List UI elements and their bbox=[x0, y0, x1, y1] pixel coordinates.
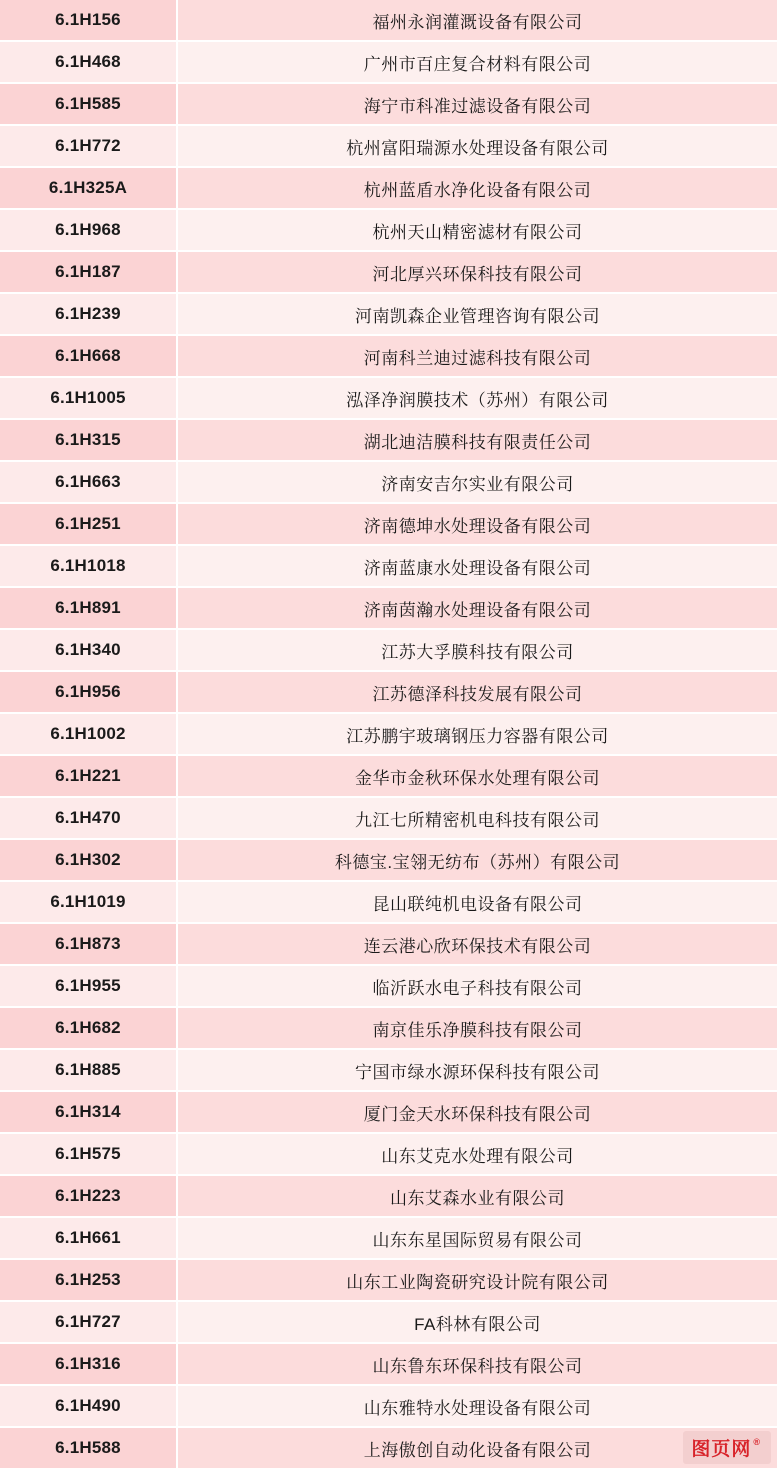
booth-number-cell: 6.1H1019 bbox=[0, 881, 177, 923]
company-name-cell: FA科林有限公司 bbox=[177, 1301, 777, 1343]
table-row bbox=[0, 839, 777, 881]
table-row bbox=[0, 1301, 777, 1343]
company-name-cell: 海宁市科准过滤设备有限公司 bbox=[177, 83, 777, 125]
table-row bbox=[0, 713, 777, 755]
booth-number-cell: 6.1H315 bbox=[0, 419, 177, 461]
table-row bbox=[0, 923, 777, 965]
watermark-text: 图页网 bbox=[691, 1439, 752, 1460]
company-name-cell: 湖北迪洁膜科技有限责任公司 bbox=[177, 419, 777, 461]
company-name-cell: 济南茵瀚水处理设备有限公司 bbox=[177, 587, 777, 629]
table-row bbox=[0, 755, 777, 797]
booth-number-cell: 6.1H663 bbox=[0, 461, 177, 503]
company-name-cell: 济南蓝康水处理设备有限公司 bbox=[177, 545, 777, 587]
company-name-cell: 临沂跃水电子科技有限公司 bbox=[177, 965, 777, 1007]
booth-number-cell: 6.1H682 bbox=[0, 1007, 177, 1049]
company-name-cell: 山东工业陶瓷研究设计院有限公司 bbox=[177, 1259, 777, 1301]
table-row bbox=[0, 41, 777, 83]
company-name-cell: 厦门金天水环保科技有限公司 bbox=[177, 1091, 777, 1133]
booth-number-cell: 6.1H956 bbox=[0, 671, 177, 713]
table-row bbox=[0, 1217, 777, 1259]
table-row bbox=[0, 209, 777, 251]
company-name-cell: 福州永润灌溉设备有限公司 bbox=[177, 0, 777, 41]
table-row bbox=[0, 965, 777, 1007]
company-name-cell: 九江七所精密机电科技有限公司 bbox=[177, 797, 777, 839]
booth-number-cell: 6.1H727 bbox=[0, 1301, 177, 1343]
table-row bbox=[0, 1091, 777, 1133]
company-name-cell: 上海傲创自动化设备有限公司 bbox=[177, 1427, 777, 1469]
booth-number-cell: 6.1H1018 bbox=[0, 545, 177, 587]
table-row bbox=[0, 83, 777, 125]
booth-number-cell: 6.1H251 bbox=[0, 503, 177, 545]
company-name-cell: 金华市金秋环保水处理有限公司 bbox=[177, 755, 777, 797]
table-row bbox=[0, 587, 777, 629]
booth-number-cell: 6.1H314 bbox=[0, 1091, 177, 1133]
company-name-cell: 科德宝.宝翎无纺布（苏州）有限公司 bbox=[177, 839, 777, 881]
booth-number-cell: 6.1H955 bbox=[0, 965, 177, 1007]
table-row bbox=[0, 1259, 777, 1301]
table-row bbox=[0, 125, 777, 167]
company-name-cell: 河南凯森企业管理咨询有限公司 bbox=[177, 293, 777, 335]
booth-number-cell: 6.1H490 bbox=[0, 1385, 177, 1427]
booth-number-cell: 6.1H1005 bbox=[0, 377, 177, 419]
booth-number-cell: 6.1H253 bbox=[0, 1259, 177, 1301]
company-name-cell: 河南科兰迪过滤科技有限公司 bbox=[177, 335, 777, 377]
booth-number-cell: 6.1H585 bbox=[0, 83, 177, 125]
booth-number-cell: 6.1H239 bbox=[0, 293, 177, 335]
watermark-registered-icon: ® bbox=[753, 1436, 761, 1447]
company-name-cell: 济南德坤水处理设备有限公司 bbox=[177, 503, 777, 545]
booth-number-cell: 6.1H340 bbox=[0, 629, 177, 671]
booth-number-cell: 6.1H575 bbox=[0, 1133, 177, 1175]
company-name-cell: 山东艾森水业有限公司 bbox=[177, 1175, 777, 1217]
booth-number-cell: 6.1H588 bbox=[0, 1427, 177, 1469]
company-name-cell: 济南安吉尔实业有限公司 bbox=[177, 461, 777, 503]
table-row bbox=[0, 1427, 777, 1469]
table-row bbox=[0, 1343, 777, 1385]
table-row bbox=[0, 545, 777, 587]
booth-number-cell: 6.1H325A bbox=[0, 167, 177, 209]
table-row bbox=[0, 293, 777, 335]
company-name-cell: 山东雅特水处理设备有限公司 bbox=[177, 1385, 777, 1427]
booth-number-cell: 6.1H891 bbox=[0, 587, 177, 629]
booth-number-cell: 6.1H873 bbox=[0, 923, 177, 965]
table-row bbox=[0, 335, 777, 377]
table-row bbox=[0, 1385, 777, 1427]
company-name-cell: 山东东星国际贸易有限公司 bbox=[177, 1217, 777, 1259]
company-name-cell: 杭州天山精密滤材有限公司 bbox=[177, 209, 777, 251]
booth-number-cell: 6.1H156 bbox=[0, 0, 177, 41]
booth-number-cell: 6.1H668 bbox=[0, 335, 177, 377]
company-name-cell: 河北厚兴环保科技有限公司 bbox=[177, 251, 777, 293]
table-row bbox=[0, 797, 777, 839]
booth-number-cell: 6.1H223 bbox=[0, 1175, 177, 1217]
booth-number-cell: 6.1H468 bbox=[0, 41, 177, 83]
table-row bbox=[0, 671, 777, 713]
company-name-cell: 江苏大孚膜科技有限公司 bbox=[177, 629, 777, 671]
company-name-cell: 连云港心欣环保技术有限公司 bbox=[177, 923, 777, 965]
table-row bbox=[0, 1049, 777, 1091]
table-row bbox=[0, 1007, 777, 1049]
company-name-cell: 山东艾克水处理有限公司 bbox=[177, 1133, 777, 1175]
booth-number-cell: 6.1H302 bbox=[0, 839, 177, 881]
booth-number-cell: 6.1H968 bbox=[0, 209, 177, 251]
company-name-cell: 南京佳乐净膜科技有限公司 bbox=[177, 1007, 777, 1049]
table-row bbox=[0, 629, 777, 671]
company-name-cell: 山东鲁东环保科技有限公司 bbox=[177, 1343, 777, 1385]
booth-number-cell: 6.1H316 bbox=[0, 1343, 177, 1385]
company-name-cell: 江苏鹏宇玻璃钢压力容器有限公司 bbox=[177, 713, 777, 755]
table-row bbox=[0, 1133, 777, 1175]
table-row bbox=[0, 461, 777, 503]
booth-number-cell: 6.1H221 bbox=[0, 755, 177, 797]
table-row bbox=[0, 0, 777, 41]
company-name-cell: 宁国市绿水源环保科技有限公司 bbox=[177, 1049, 777, 1091]
table-row bbox=[0, 881, 777, 923]
company-name-cell: 广州市百庄复合材料有限公司 bbox=[177, 41, 777, 83]
table-row bbox=[0, 503, 777, 545]
table-row bbox=[0, 377, 777, 419]
company-name-cell: 泓泽净润膜技术（苏州）有限公司 bbox=[177, 377, 777, 419]
table-row bbox=[0, 167, 777, 209]
company-name-cell: 杭州蓝盾水净化设备有限公司 bbox=[177, 167, 777, 209]
watermark bbox=[683, 1431, 771, 1464]
booth-number-cell: 6.1H885 bbox=[0, 1049, 177, 1091]
table-row bbox=[0, 1175, 777, 1217]
booth-number-cell: 6.1H772 bbox=[0, 125, 177, 167]
company-name-cell: 昆山联纯机电设备有限公司 bbox=[177, 881, 777, 923]
booth-number-cell: 6.1H470 bbox=[0, 797, 177, 839]
company-name-cell: 杭州富阳瑞源水处理设备有限公司 bbox=[177, 125, 777, 167]
table-row bbox=[0, 251, 777, 293]
booth-number-cell: 6.1H661 bbox=[0, 1217, 177, 1259]
company-name-cell: 江苏德泽科技发展有限公司 bbox=[177, 671, 777, 713]
booth-number-cell: 6.1H1002 bbox=[0, 713, 177, 755]
booth-number-cell: 6.1H187 bbox=[0, 251, 177, 293]
table-row bbox=[0, 419, 777, 461]
